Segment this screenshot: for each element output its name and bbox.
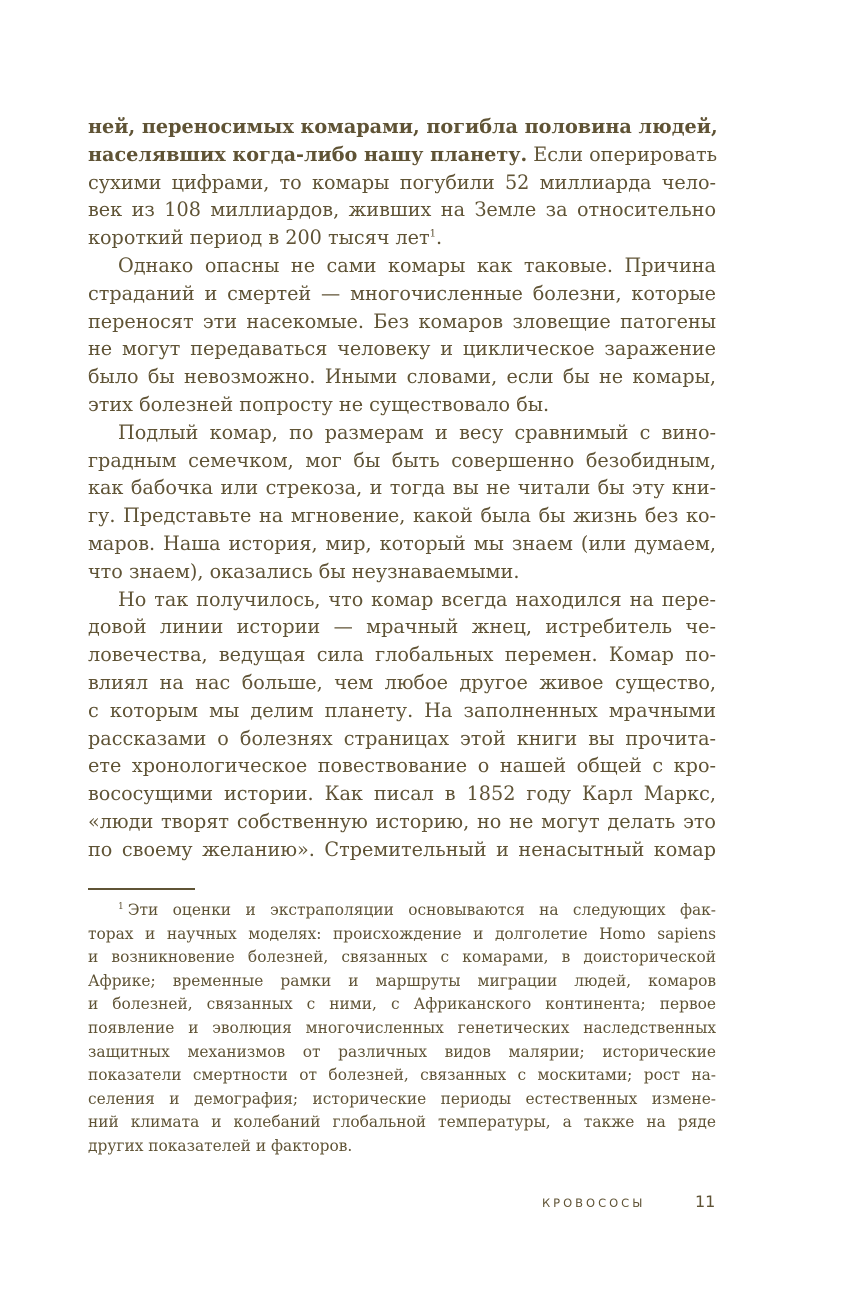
footnote-line (88, 946, 716, 970)
text-line-6 (88, 252, 716, 280)
line-text: Если оперировать (527, 142, 718, 166)
line-text: как бабочка или стрекоза, и тогда вы не читали бы эту кни- (88, 476, 716, 500)
running-head: КРОВОСОСЫ (542, 1196, 646, 1210)
footnote-text: и возникновение болезней, связанных с комарами, в доисторической (88, 948, 716, 967)
line-text: Однако опасны не сами комары как таковые. Причина (118, 253, 716, 277)
footnote-line (88, 923, 716, 947)
text-line-17 (88, 558, 716, 586)
line-tail: . (436, 226, 443, 250)
text-line-14 (88, 474, 716, 502)
text-line-21 (88, 669, 716, 697)
line-text: маров. Наша история, мир, который мы знаем (или думаем, (88, 531, 716, 555)
line-text: Подлый комар, по размерам и весу сравнимый с вино- (118, 420, 716, 444)
text-line-13 (88, 447, 716, 475)
line-text: с которым мы делим планету. На заполненных мрачными (88, 698, 716, 722)
line-text: гу. Представьте на мгновение, какой была бы жизнь без ко- (88, 504, 716, 528)
footnote-line (88, 899, 716, 923)
text-line-25 (88, 780, 716, 808)
text-line-3 (88, 169, 716, 197)
line-text: влиял на нас больше, чем любое другое живое существо, (88, 670, 716, 694)
footnote-line (88, 1111, 716, 1135)
footnote-reference[interactable]: 1 (429, 228, 437, 240)
text-line-5 (88, 224, 716, 252)
text-line-8 (88, 308, 716, 336)
line-text: что знаем), оказались бы неузнаваемыми. (88, 559, 520, 583)
footnote-text: появление и эволюция многочисленных генетических наследственных (88, 1018, 716, 1037)
text-line-10 (88, 363, 716, 391)
text-line-11 (88, 391, 716, 419)
bold-phrase: населявших когда-либо нашу планету. (88, 142, 528, 166)
footnote-line (88, 993, 716, 1017)
footnote-line (88, 1088, 716, 1112)
line-text: ловечества, ведущая сила глобальных перемен. Комар по- (88, 643, 716, 667)
line-text: короткий период в 200 тысяч лет (88, 226, 430, 250)
line-text: не могут передаваться человеку и циклическое заражение (88, 337, 716, 361)
footnote-text: защитных механизмов от различных видов малярии; исторические (88, 1042, 716, 1061)
line-text: Но так получилось, что комар всегда находился на пере- (118, 587, 716, 611)
line-text: век из 108 миллиардов, живших на Земле за относительно (88, 198, 716, 222)
footnote-text: Эти оценки и экстраполяции основываются на следующих фак- (127, 901, 716, 919)
footnote-line (88, 970, 716, 994)
line-text: было бы невозможно. Иными словами, если бы не комары, (88, 365, 716, 389)
footnote-divider (88, 888, 195, 890)
footnote (88, 899, 716, 1159)
text-line-20 (88, 641, 716, 669)
footnote-text: других показателей и факторов. (88, 1136, 353, 1155)
text-line-22 (88, 697, 716, 725)
footnote-line (88, 1017, 716, 1041)
text-line-15 (88, 502, 716, 530)
text-line-16 (88, 530, 716, 558)
line-text: страданий и смертей — многочисленные болезни, которые (88, 281, 716, 305)
text-line-27 (88, 836, 716, 864)
text-line-18 (88, 586, 716, 614)
line-text: градным семечком, мог бы быть совершенно безобидным, (88, 448, 716, 472)
text-line-1 (88, 113, 716, 141)
text-line-2 (88, 141, 716, 169)
footnote-line (88, 1135, 716, 1159)
text-line-24 (88, 752, 716, 780)
line-text: ете хронологическое повествование о нашей общей с кро- (88, 754, 716, 778)
footnote-text: ний климата и колебаний глобальной температуры, а также на ряде (88, 1113, 716, 1132)
footnote-line (88, 1041, 716, 1065)
text-line-7 (88, 280, 716, 308)
main-text (88, 113, 716, 864)
footnote-text: селения и демография; исторические периоды естественных измене- (88, 1089, 716, 1108)
line-text: сухими цифрами, то комары погубили 52 миллиарда чело- (88, 170, 716, 194)
footnote-text: Африке; временные рамки и маршруты миграции людей, комаров (88, 971, 716, 990)
footnote-text: показатели смертности от болезней, связанных с москитами; рост на- (88, 1066, 716, 1085)
page-number: 11 (695, 1192, 716, 1211)
footnote-number: 1 (118, 901, 124, 912)
bold-phrase: ней, переносимых комарами, погибла половина людей, (88, 115, 718, 138)
line-text: этих болезней попросту не существовало бы. (88, 392, 550, 416)
line-text: по своему желанию». Стремительный и ненасытный комар (88, 837, 716, 861)
footnote-text: и болезней, связанных с ними, с Африканского континента; первое (88, 995, 716, 1014)
footnote-text: торах и научных моделях: происхождение и долголетие Homo sapiens (88, 924, 716, 943)
text-line-23 (88, 725, 716, 753)
text-line-12 (88, 419, 716, 447)
footnote-line (88, 1064, 716, 1088)
text-line-4 (88, 196, 716, 224)
line-text: рассказами о болезнях страницах этой книги вы прочита- (88, 726, 716, 750)
line-text: довой линии истории — мрачный жнец, истребитель че- (88, 615, 716, 639)
line-text: «люди творят собственную историю, но не могут делать это (88, 809, 716, 833)
text-line-19 (88, 613, 716, 641)
line-text: переносят эти насекомые. Без комаров зловещие патогены (88, 309, 716, 333)
text-line-9 (88, 335, 716, 363)
line-text: вососущими истории. Как писал в 1852 году Карл Маркс, (88, 782, 716, 806)
text-line-26 (88, 808, 716, 836)
